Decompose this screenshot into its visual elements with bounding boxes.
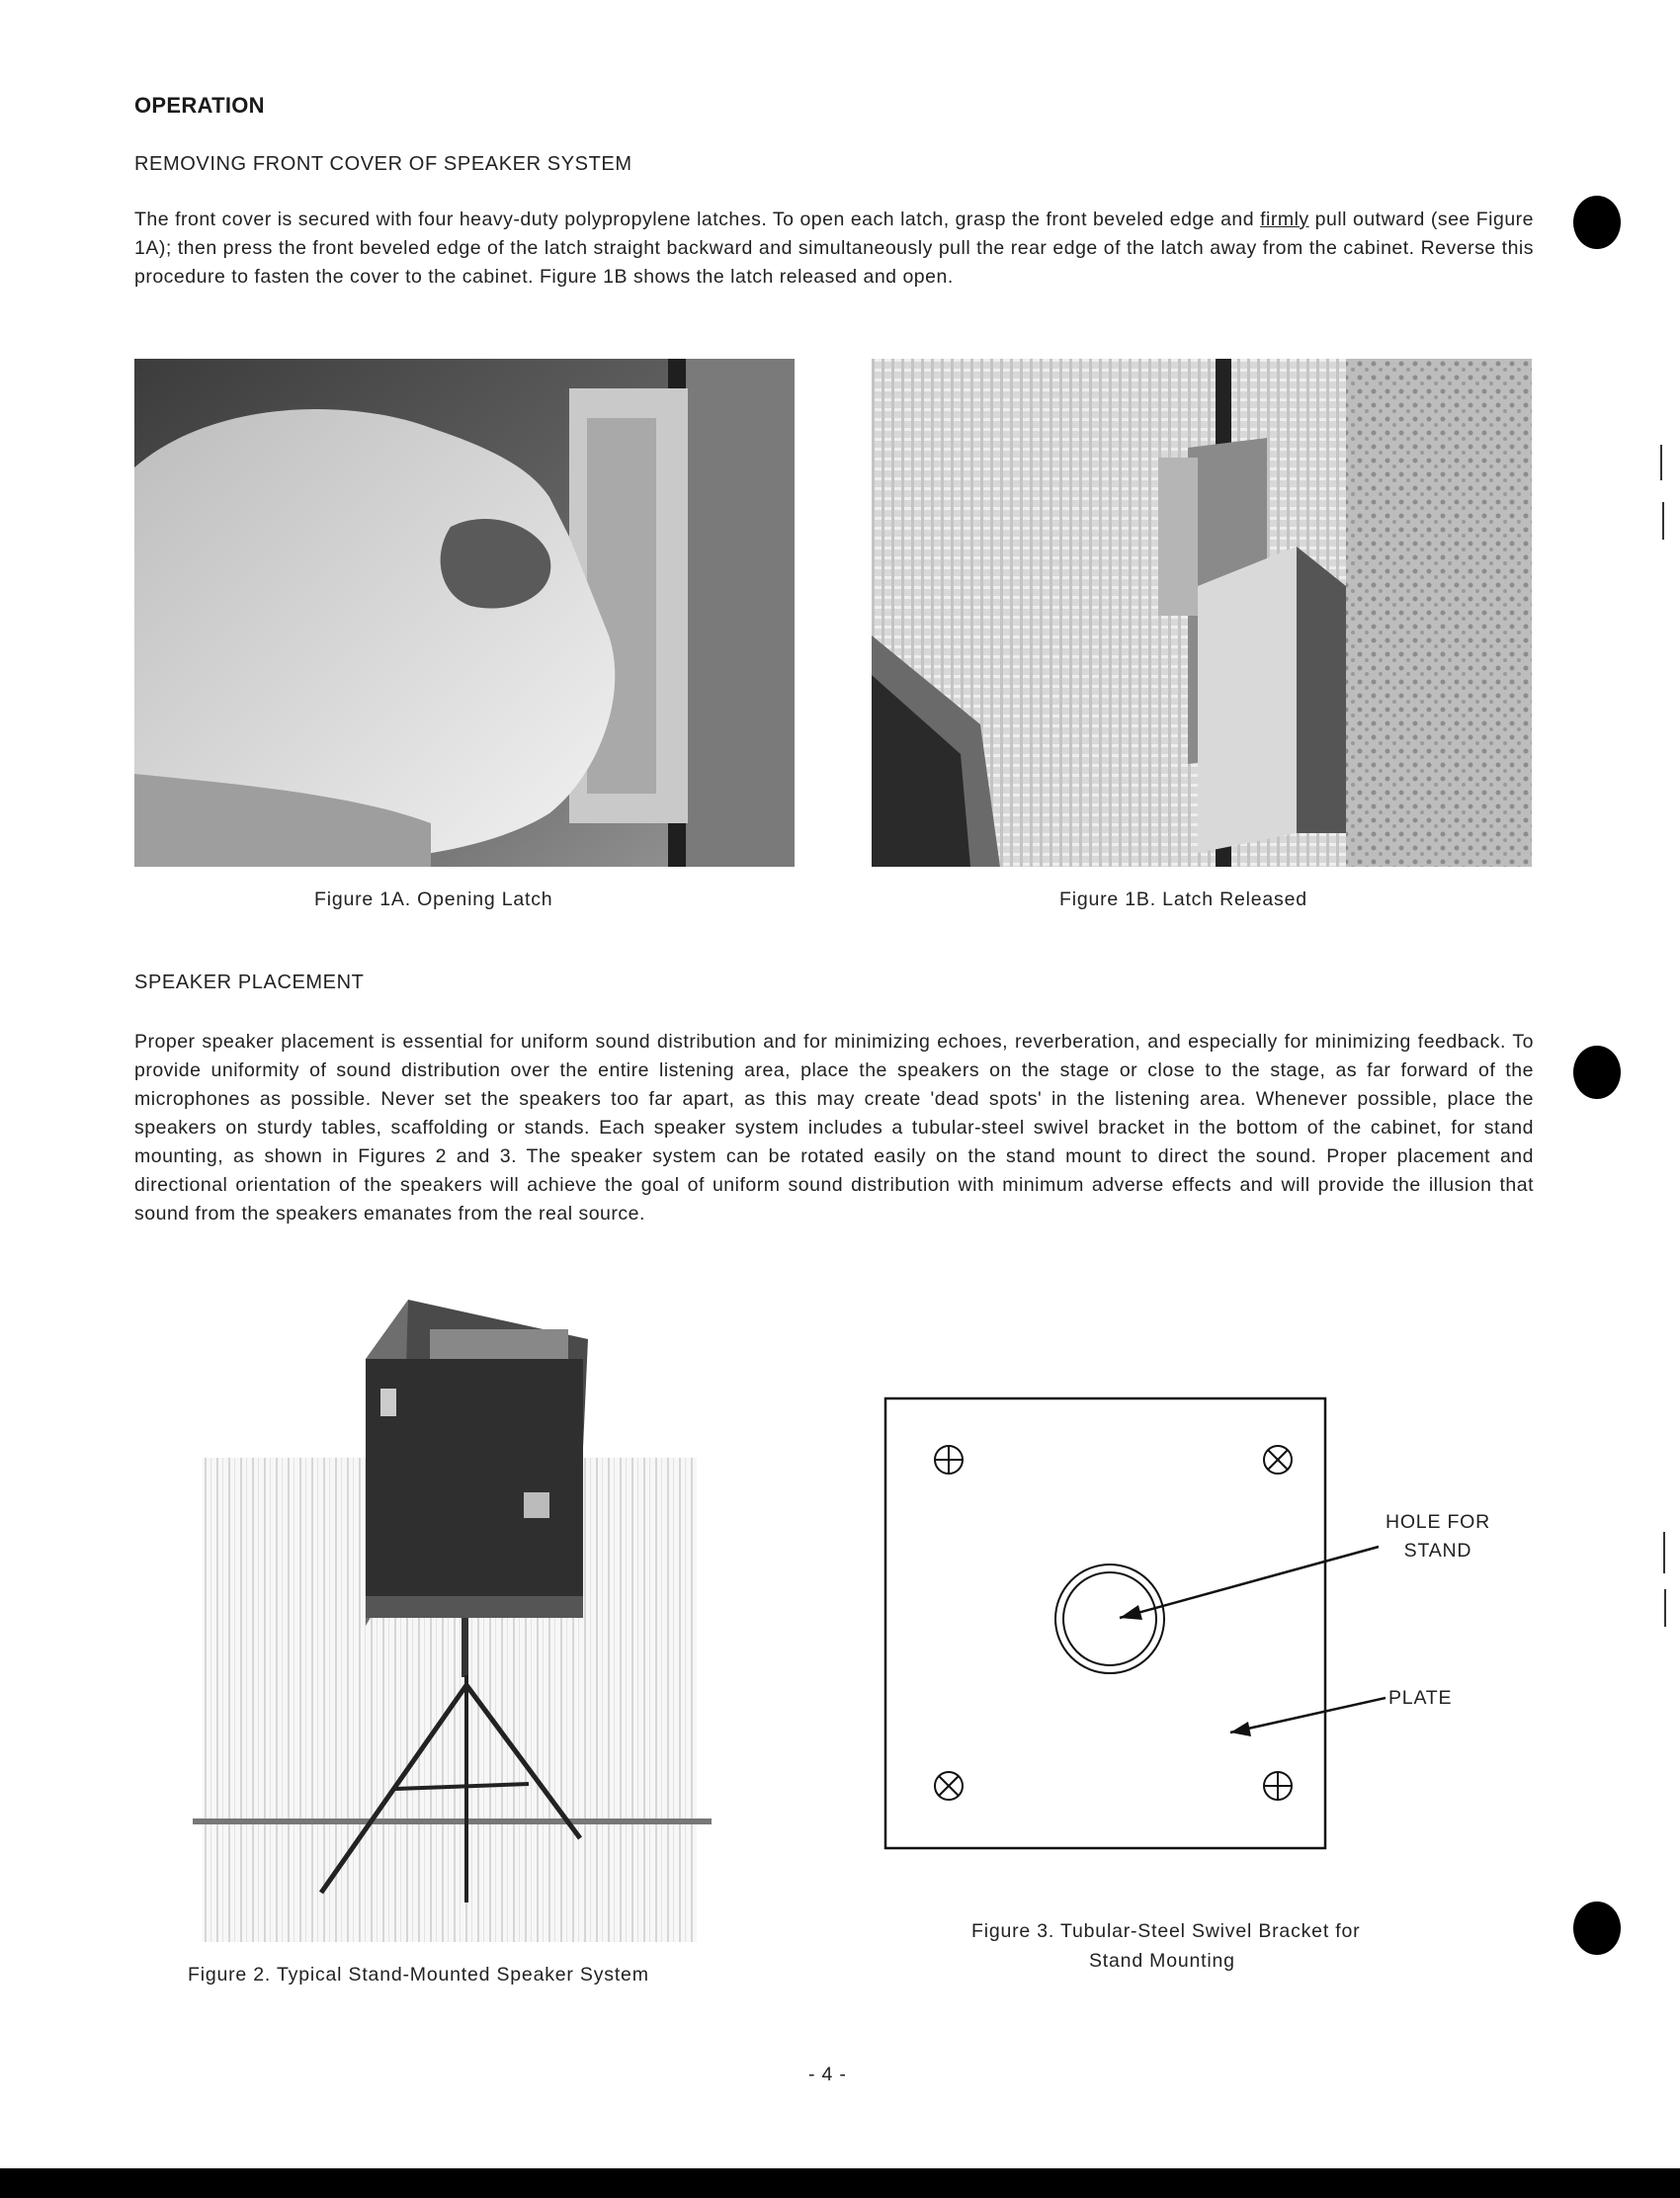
punch-hole-bottom: [1573, 1902, 1621, 1955]
margin-mark: [1662, 502, 1664, 540]
figure-3-caption-line2: Stand Mounting: [1089, 1950, 1235, 1972]
figure-3-diagram: [880, 1389, 1512, 1858]
margin-mark: [1663, 1532, 1665, 1573]
figure-1a-caption: Figure 1A. Opening Latch: [314, 888, 553, 910]
punch-hole-top: [1573, 196, 1621, 249]
hand-opening-latch-image: [134, 359, 795, 867]
scan-bottom-border: [0, 2168, 1680, 2198]
stand-mounted-speaker-image: [193, 1300, 712, 1942]
swivel-bracket-diagram: [880, 1389, 1512, 1858]
label-stand: STAND: [1403, 1540, 1472, 1562]
section-title: OPERATION: [134, 93, 265, 118]
label-plate: PLATE: [1388, 1687, 1453, 1709]
figure-1b-photo: [872, 359, 1532, 867]
margin-mark: [1660, 445, 1662, 480]
plate-outline: [885, 1398, 1325, 1848]
figure-1b-caption: Figure 1B. Latch Released: [1059, 888, 1307, 910]
punch-hole-middle: [1573, 1046, 1621, 1099]
speaker-placement-paragraph: Proper speaker placement is essential for uniform sound distribution and for minimizing echoes, reverberation, and especially for minimizing feedback. To provide uniformity of sound distribution over the entire listening area, place the speakers on the stage or close to the stage, as far forward of the microphones as possible. Never set the speakers too far apart, as this may create 'dead spots' in the listening area. Whenever possible, place the speakers on sturdy tables, scaffolding or stands. Each speaker system includes a tubular-steel swivel bracket in the bottom of the cabinet, for stand mounting, as shown in Figures 2 and 3. The speaker system can be rotated easily on the stand mount to direct the sound. Proper placement and directional orientation of the speakers will achieve the goal of uniform sound distribution with minimum adverse effects and will provide the illusion that sound from the speakers emanates from the real source.: [134, 1031, 1534, 1225]
paragraph-text-part2: pull outward (see Figure 1A); then press the front beveled edge of the latch straight backward and simultaneously pull the rear edge of the latch away from the cabinet. Reverse this procedure to fasten the cover to the cabinet. Figure 1B shows the latch released and open.: [134, 209, 1535, 288]
latch-released-image: [872, 359, 1532, 867]
stand-hole-inner: [1063, 1572, 1156, 1665]
speaker-placement-heading: SPEAKER PLACEMENT: [134, 972, 365, 993]
margin-mark: [1664, 1589, 1666, 1627]
figure-1a-photo: [134, 359, 795, 867]
label-hole-for: HOLE FOR: [1385, 1511, 1491, 1533]
removing-cover-paragraph: [134, 206, 1534, 292]
paragraph-underlined-word: firmly: [1260, 209, 1309, 230]
stand-hole-outer: [1055, 1564, 1164, 1673]
removing-cover-heading: REMOVING FRONT COVER OF SPEAKER SYSTEM: [134, 153, 632, 175]
paragraph-text-part1: The front cover is secured with four heavy-duty polypropylene latches. To open each latch, grasp the front beveled edge and: [134, 209, 1261, 230]
figure-2-photo: [193, 1300, 712, 1942]
figure-2-caption: Figure 2. Typical Stand-Mounted Speaker System: [188, 1964, 649, 1986]
figure-3-caption-line1: Figure 3. Tubular-Steel Swivel Bracket for: [971, 1920, 1361, 1942]
page-number: - 4 -: [808, 2064, 847, 2085]
